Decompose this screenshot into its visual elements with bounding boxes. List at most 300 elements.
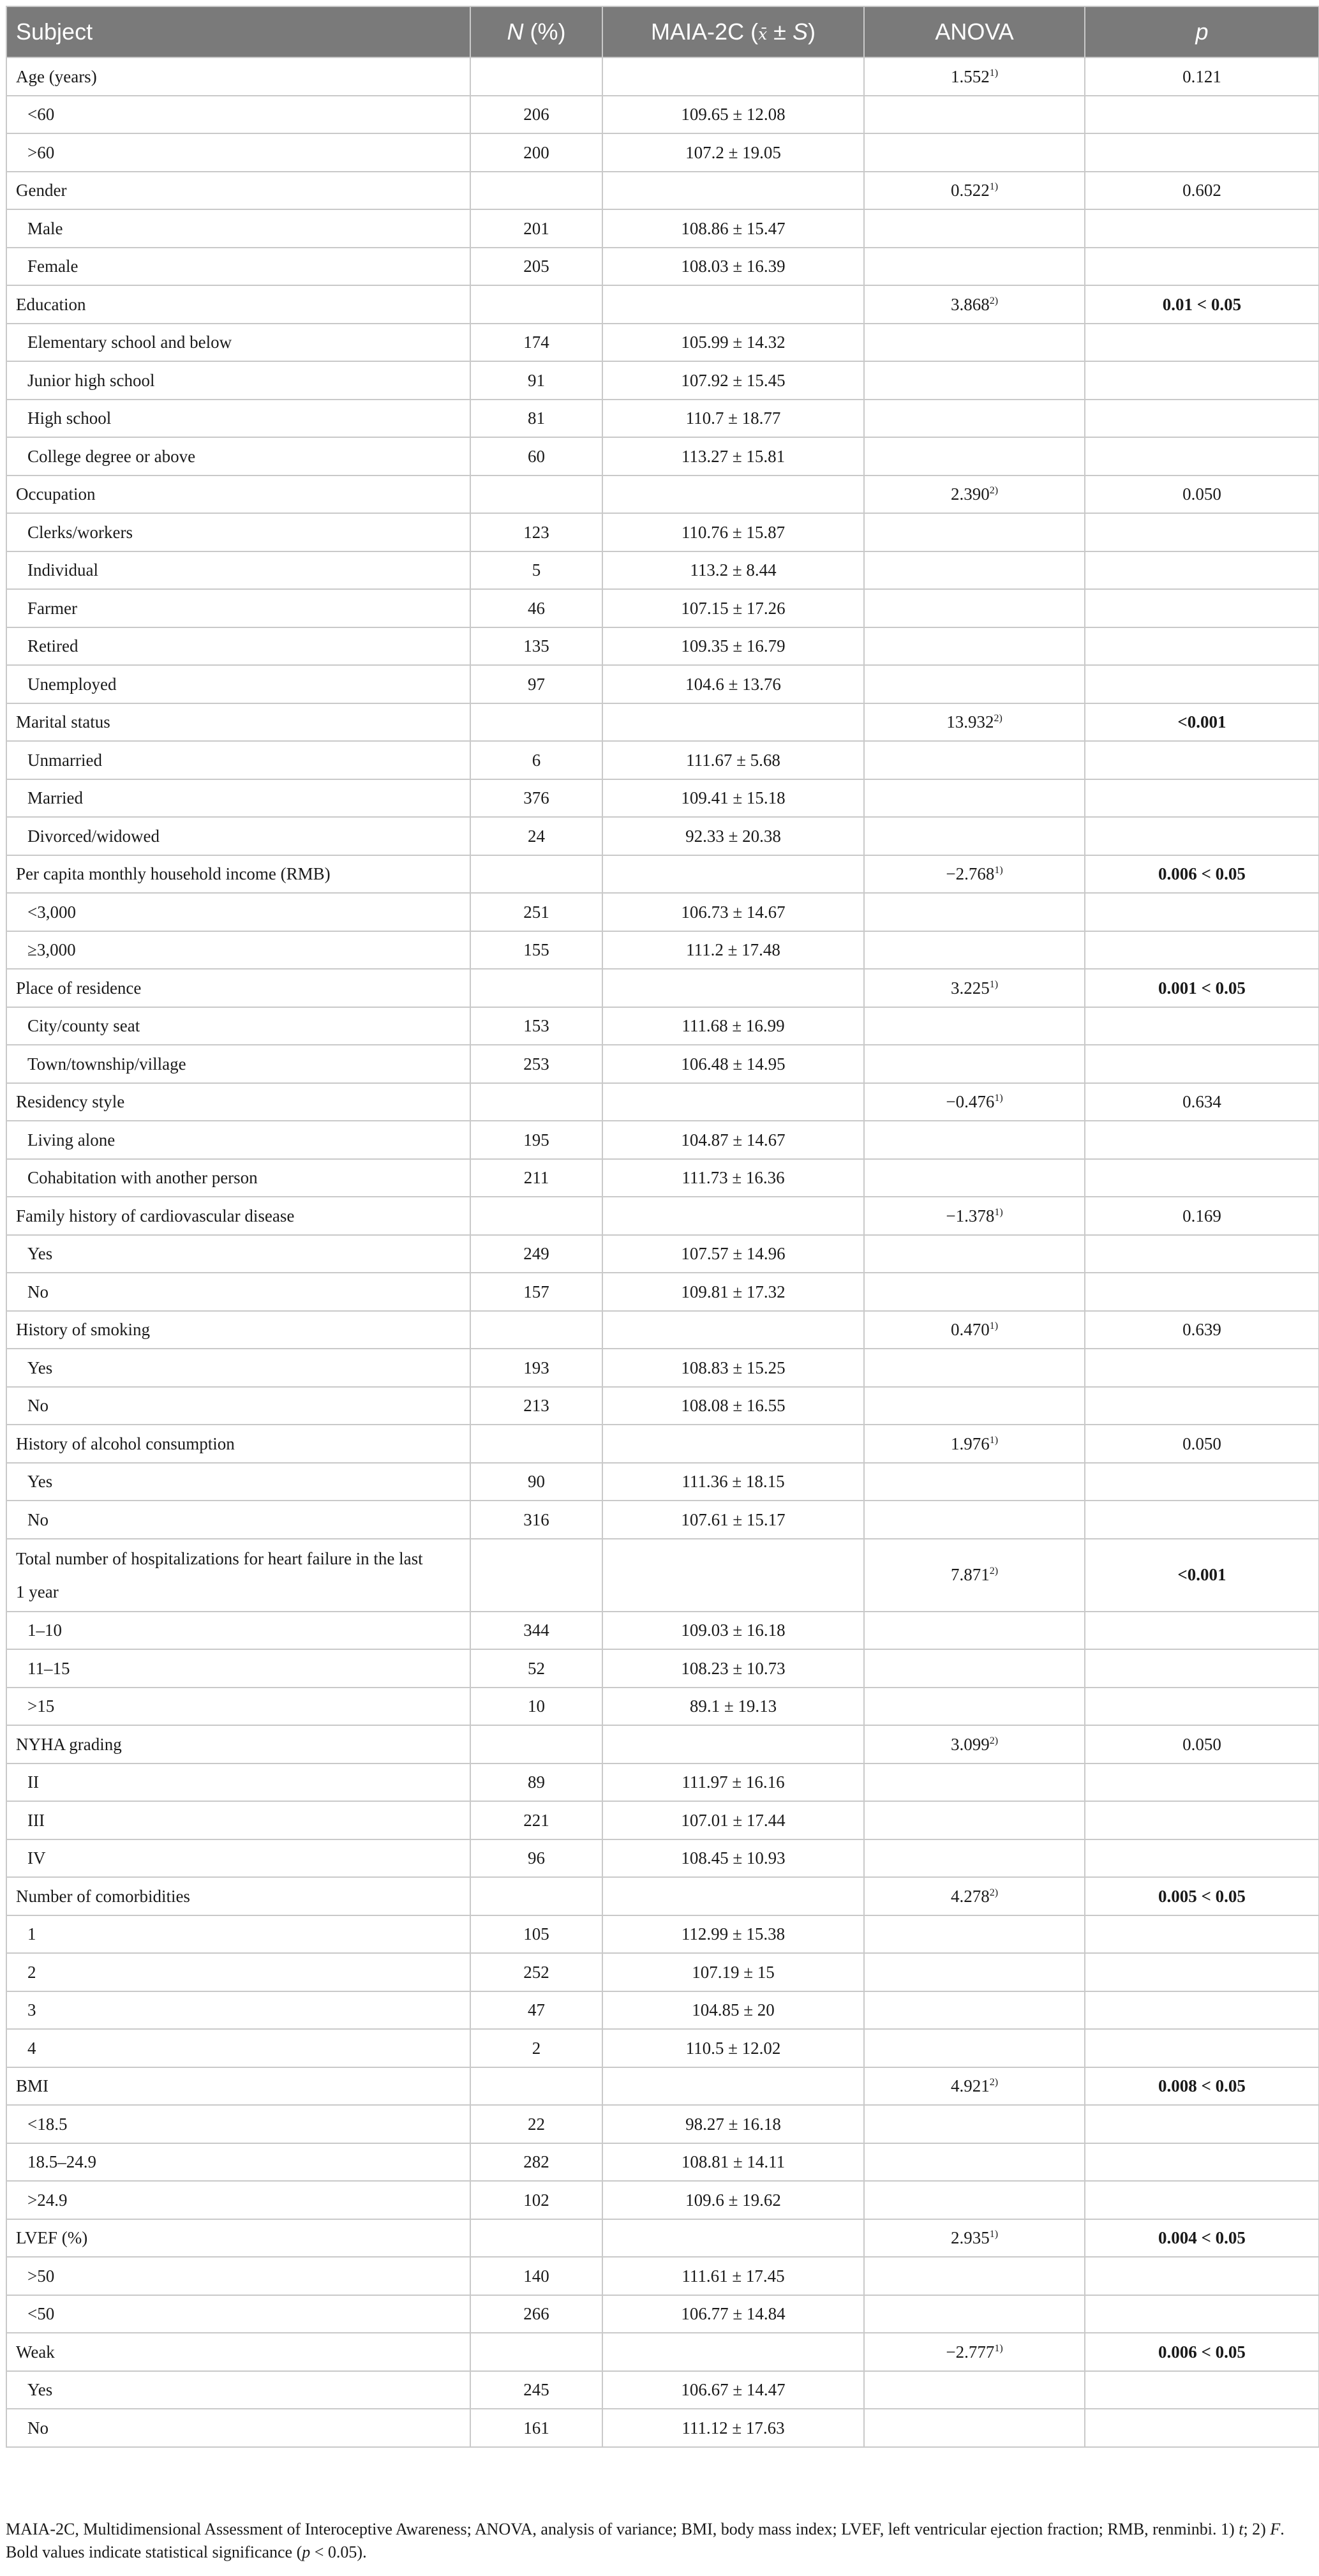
cell-n: 174 — [470, 324, 602, 362]
cell-subject: Unemployed — [6, 665, 470, 703]
cell-anova — [864, 1197, 1085, 1235]
cell-anova — [864, 589, 1085, 627]
table-row-group — [6, 172, 1319, 210]
cell-p-value: 0.639 — [1085, 1311, 1319, 1349]
cell-subject-group: Per capita monthly household income (RMB) — [6, 855, 470, 894]
cell-anova — [864, 1764, 1085, 1802]
cell-n: 251 — [470, 893, 602, 931]
cell-p-value — [1085, 589, 1319, 627]
cell-maia-score: 108.83 ± 15.25 — [602, 1349, 864, 1387]
cell-subject-group: Age (years) — [6, 57, 470, 96]
cell-anova — [864, 1311, 1085, 1349]
cell-anova — [864, 1501, 1085, 1539]
cell-subject: Married — [6, 779, 470, 818]
cell-n: 266 — [470, 2295, 602, 2333]
cell-n: 249 — [470, 1235, 602, 1273]
cell-n: 102 — [470, 2181, 602, 2219]
cell-maia-score: 111.73 ± 16.36 — [602, 1159, 864, 1197]
footnote-significance-threshold: < 0.05). — [310, 2543, 367, 2561]
anova-value: 4.921 — [950, 2076, 990, 2096]
table-row — [6, 1349, 1319, 1387]
table-row-group — [6, 57, 1319, 96]
table-row — [6, 589, 1319, 627]
cell-subject-group: Place of residence — [6, 969, 470, 1007]
table-row — [6, 2371, 1319, 2409]
cell-p-value — [1085, 2143, 1319, 2182]
cell-p-value: 0.004 < 0.05 — [1085, 2219, 1319, 2258]
cell-n — [470, 1425, 602, 1463]
table-row-group — [6, 2219, 1319, 2258]
anova-value: 0.470 — [950, 1320, 990, 1340]
table-row — [6, 1501, 1319, 1539]
cell-anova — [864, 133, 1085, 172]
cell-subject-group: Number of comorbidities — [6, 1877, 470, 1915]
cell-subject-group: LVEF (%) — [6, 2219, 470, 2258]
cell-anova — [864, 1612, 1085, 1650]
cell-p-value — [1085, 1915, 1319, 1954]
cell-anova — [864, 2333, 1085, 2371]
cell-anova — [864, 969, 1085, 1007]
cell-p-value: 0.602 — [1085, 172, 1319, 210]
cell-subject-line-2: 1 year — [16, 1582, 59, 1601]
cell-p-value — [1085, 2105, 1319, 2143]
cell-maia-score: 111.67 ± 5.68 — [602, 741, 864, 779]
cell-maia-score: 89.1 ± 19.13 — [602, 1688, 864, 1726]
table-row — [6, 1159, 1319, 1197]
cell-p-value — [1085, 400, 1319, 438]
cell-anova — [864, 476, 1085, 514]
table-row — [6, 437, 1319, 476]
table-row-group — [6, 855, 1319, 894]
anova-test-footnote-ref: 2) — [989, 1887, 999, 1898]
cell-maia-score: 107.01 ± 17.44 — [602, 1801, 864, 1839]
cell-maia-score: 111.36 ± 18.15 — [602, 1463, 864, 1501]
cell-anova — [864, 1121, 1085, 1159]
cell-p-value: 0.01 < 0.05 — [1085, 285, 1319, 324]
cell-maia-score: 106.73 ± 14.67 — [602, 893, 864, 931]
cell-subject: II — [6, 1764, 470, 1802]
table-row — [6, 1387, 1319, 1425]
header-maia-sd-symbol: S — [792, 19, 808, 45]
cell-n: 10 — [470, 1688, 602, 1726]
table-row — [6, 513, 1319, 551]
cell-anova — [864, 551, 1085, 590]
cell-maia-score — [602, 703, 864, 742]
cell-n: 153 — [470, 1007, 602, 1045]
cell-anova — [864, 703, 1085, 742]
cell-n — [470, 2333, 602, 2371]
cell-subject: 1 — [6, 1915, 470, 1954]
cell-p-value: 0.006 < 0.05 — [1085, 2333, 1319, 2371]
cell-n: 205 — [470, 248, 602, 286]
table-row — [6, 2105, 1319, 2143]
cell-subject: No — [6, 1273, 470, 1311]
anova-value: 2.935 — [950, 2228, 990, 2248]
cell-subject: Female — [6, 248, 470, 286]
table-row — [6, 2257, 1319, 2295]
cell-subject: No — [6, 2409, 470, 2447]
cell-p-value — [1085, 551, 1319, 590]
cell-n — [470, 476, 602, 514]
cell-maia-score: 113.2 ± 8.44 — [602, 551, 864, 590]
cell-p-value — [1085, 1007, 1319, 1045]
cell-anova — [864, 779, 1085, 818]
cell-maia-score: 109.65 ± 12.08 — [602, 96, 864, 134]
cell-p-value — [1085, 779, 1319, 818]
table-row — [6, 893, 1319, 931]
cell-p-value — [1085, 437, 1319, 476]
cell-maia-score: 107.19 ± 15 — [602, 1953, 864, 1991]
cell-maia-score: 92.33 ± 20.38 — [602, 817, 864, 855]
table-row — [6, 1045, 1319, 1083]
cell-subject: >50 — [6, 2257, 470, 2295]
table-row — [6, 1953, 1319, 1991]
cell-n — [470, 1725, 602, 1764]
cell-n — [470, 969, 602, 1007]
cell-p-value — [1085, 324, 1319, 362]
cell-anova — [864, 665, 1085, 703]
cell-maia-score — [602, 2219, 864, 2258]
cell-maia-score: 104.87 ± 14.67 — [602, 1121, 864, 1159]
cell-n: 155 — [470, 931, 602, 970]
anova-value: −2.777 — [946, 2342, 995, 2362]
cell-maia-score — [602, 57, 864, 96]
cell-maia-score: 107.61 ± 15.17 — [602, 1501, 864, 1539]
cell-n: 90 — [470, 1463, 602, 1501]
cell-n: 213 — [470, 1387, 602, 1425]
cell-subject-group: Marital status — [6, 703, 470, 742]
cell-p-value: 0.121 — [1085, 57, 1319, 96]
cell-n: 22 — [470, 2105, 602, 2143]
anova-value: 2.390 — [950, 484, 990, 504]
cell-anova — [864, 2371, 1085, 2409]
cell-anova — [864, 2219, 1085, 2258]
cell-n: 206 — [470, 96, 602, 134]
cell-p-value — [1085, 1801, 1319, 1839]
results-table-container — [6, 6, 1318, 2448]
cell-subject: City/county seat — [6, 1007, 470, 1045]
table-row — [6, 2143, 1319, 2182]
cell-n — [470, 2219, 602, 2258]
cell-subject: Retired — [6, 627, 470, 666]
table-row-group — [6, 1083, 1319, 1121]
cell-maia-score: 113.27 ± 15.81 — [602, 437, 864, 476]
cell-subject: Individual — [6, 551, 470, 590]
anova-value: 3.099 — [950, 1734, 990, 1754]
cell-subject: <60 — [6, 96, 470, 134]
table-row — [6, 2409, 1319, 2447]
header-maia — [602, 6, 864, 57]
cell-anova — [864, 1159, 1085, 1197]
cell-maia-score: 104.85 ± 20 — [602, 1991, 864, 2030]
cell-anova — [864, 1725, 1085, 1764]
cell-subject: 1–10 — [6, 1612, 470, 1650]
cell-subject-group: History of smoking — [6, 1311, 470, 1349]
cell-anova — [864, 209, 1085, 248]
cell-maia-score: 107.2 ± 19.05 — [602, 133, 864, 172]
cell-p-value — [1085, 627, 1319, 666]
anova-value: 0.522 — [950, 181, 990, 200]
cell-n: 376 — [470, 779, 602, 818]
cell-n — [470, 855, 602, 894]
table-row-group — [6, 1197, 1319, 1235]
cell-anova — [864, 285, 1085, 324]
cell-n: 161 — [470, 2409, 602, 2447]
cell-maia-score — [602, 285, 864, 324]
cell-n — [470, 1311, 602, 1349]
cell-anova — [864, 1801, 1085, 1839]
cell-n — [470, 172, 602, 210]
cell-anova — [864, 172, 1085, 210]
header-anova: ANOVA — [864, 6, 1085, 57]
table-row — [6, 400, 1319, 438]
cell-anova — [864, 2105, 1085, 2143]
cell-n: 96 — [470, 1839, 602, 1878]
cell-maia-score: 109.03 ± 16.18 — [602, 1612, 864, 1650]
anova-test-footnote-ref: 2) — [989, 1735, 999, 1746]
footnote-f-symbol: F — [1270, 2520, 1281, 2538]
cell-n — [470, 57, 602, 96]
cell-maia-score: 111.68 ± 16.99 — [602, 1007, 864, 1045]
table-row — [6, 96, 1319, 134]
cell-subject-group: Residency style — [6, 1083, 470, 1121]
cell-n: 211 — [470, 1159, 602, 1197]
cell-subject-group: NYHA grading — [6, 1725, 470, 1764]
cell-maia-score: 105.99 ± 14.32 — [602, 324, 864, 362]
anova-test-footnote-ref: 2) — [989, 485, 999, 497]
cell-n: 221 — [470, 1801, 602, 1839]
table-row — [6, 1273, 1319, 1311]
cell-n: 140 — [470, 2257, 602, 2295]
cell-subject-line-1: Total number of hospitalizations for heart failure in the last — [16, 1548, 423, 1568]
cell-anova — [864, 1007, 1085, 1045]
table-row — [6, 1463, 1319, 1501]
cell-n: 193 — [470, 1349, 602, 1387]
cell-subject: Divorced/widowed — [6, 817, 470, 855]
header-n-suffix: (%) — [523, 19, 566, 45]
cell-anova — [864, 741, 1085, 779]
cell-maia-score: 104.6 ± 13.76 — [602, 665, 864, 703]
table-row — [6, 817, 1319, 855]
anova-value: −0.476 — [946, 1092, 995, 1112]
anova-value: 1.552 — [950, 66, 990, 86]
table-row-group — [6, 1539, 1319, 1612]
table-row — [6, 361, 1319, 400]
cell-anova — [864, 1425, 1085, 1463]
cell-anova — [864, 57, 1085, 96]
cell-subject: Junior high school — [6, 361, 470, 400]
cell-subject-group: Education — [6, 285, 470, 324]
cell-subject: No — [6, 1387, 470, 1425]
footnote-abbreviations — [6, 2518, 1314, 2541]
cell-maia-score: 109.41 ± 15.18 — [602, 779, 864, 818]
anova-test-footnote-ref: 1) — [994, 1206, 1003, 1218]
cell-n: 123 — [470, 513, 602, 551]
table-row — [6, 133, 1319, 172]
cell-n — [470, 1197, 602, 1235]
cell-maia-score: 98.27 ± 16.18 — [602, 2105, 864, 2143]
table-row — [6, 1235, 1319, 1273]
cell-maia-score — [602, 1083, 864, 1121]
cell-maia-score: 111.97 ± 16.16 — [602, 1764, 864, 1802]
cell-maia-score — [602, 969, 864, 1007]
cell-subject: 2 — [6, 1953, 470, 1991]
cell-anova — [864, 855, 1085, 894]
cell-subject: 3 — [6, 1991, 470, 2030]
header-maia-mean-symbol: x̄ — [758, 25, 768, 43]
cell-n — [470, 2067, 602, 2106]
cell-p-value — [1085, 665, 1319, 703]
anova-test-footnote-ref: 1) — [989, 1321, 999, 1332]
cell-subject: Clerks/workers — [6, 513, 470, 551]
cell-p-value — [1085, 1121, 1319, 1159]
anova-test-footnote-ref: 1) — [989, 978, 999, 990]
cell-n: 2 — [470, 2029, 602, 2067]
cell-p-value: 0.050 — [1085, 1725, 1319, 1764]
cell-anova — [864, 627, 1085, 666]
cell-p-value: 0.005 < 0.05 — [1085, 1877, 1319, 1915]
cell-maia-score — [602, 172, 864, 210]
cell-p-value — [1085, 2371, 1319, 2409]
cell-p-value — [1085, 1387, 1319, 1425]
cell-anova — [864, 2295, 1085, 2333]
cell-p-value — [1085, 2181, 1319, 2219]
cell-p-value — [1085, 1764, 1319, 1802]
cell-subject: Living alone — [6, 1121, 470, 1159]
table-footnote — [6, 2518, 1314, 2564]
cell-subject: High school — [6, 400, 470, 438]
cell-anova — [864, 893, 1085, 931]
cell-anova — [864, 1649, 1085, 1688]
table-row — [6, 1991, 1319, 2030]
cell-subject: Cohabitation with another person — [6, 1159, 470, 1197]
cell-anova — [864, 1387, 1085, 1425]
cell-anova — [864, 2067, 1085, 2106]
cell-n — [470, 1083, 602, 1121]
cell-maia-score — [602, 1425, 864, 1463]
cell-maia-score: 107.57 ± 14.96 — [602, 1235, 864, 1273]
anova-value: 1.976 — [950, 1434, 990, 1453]
anova-value: −1.378 — [946, 1206, 995, 1225]
cell-maia-score — [602, 1725, 864, 1764]
cell-n: 135 — [470, 627, 602, 666]
cell-n — [470, 1877, 602, 1915]
cell-subject: III — [6, 1801, 470, 1839]
cell-n: 105 — [470, 1915, 602, 1954]
table-row — [6, 551, 1319, 590]
cell-n: 97 — [470, 665, 602, 703]
table-row-group — [6, 285, 1319, 324]
footnote-p-symbol: p — [302, 2543, 311, 2561]
table-row-group — [6, 1877, 1319, 1915]
table-row — [6, 665, 1319, 703]
cell-p-value — [1085, 1273, 1319, 1311]
cell-p-value — [1085, 1649, 1319, 1688]
anova-test-footnote-ref: 1) — [989, 67, 999, 79]
table-row — [6, 2181, 1319, 2219]
table-row — [6, 1839, 1319, 1878]
cell-p-value — [1085, 1953, 1319, 1991]
cell-maia-score: 106.48 ± 14.95 — [602, 1045, 864, 1083]
cell-maia-score: 108.45 ± 10.93 — [602, 1839, 864, 1878]
table-row — [6, 1764, 1319, 1802]
table-row — [6, 1007, 1319, 1045]
cell-subject: ≥3,000 — [6, 931, 470, 970]
cell-anova — [864, 2257, 1085, 2295]
cell-n: 5 — [470, 551, 602, 590]
cell-maia-score — [602, 2067, 864, 2106]
cell-anova — [864, 1953, 1085, 1991]
cell-subject: >60 — [6, 133, 470, 172]
cell-p-value — [1085, 817, 1319, 855]
anova-test-footnote-ref: 1) — [989, 2229, 999, 2240]
cell-maia-score: 109.81 ± 17.32 — [602, 1273, 864, 1311]
cell-maia-score: 106.77 ± 14.84 — [602, 2295, 864, 2333]
footnote-significance — [6, 2541, 1314, 2564]
cell-n: 252 — [470, 1953, 602, 1991]
cell-anova — [864, 1688, 1085, 1726]
cell-p-value — [1085, 1235, 1319, 1273]
cell-p-value — [1085, 1045, 1319, 1083]
table-row — [6, 1649, 1319, 1688]
cell-anova — [864, 1235, 1085, 1273]
cell-subject: Male — [6, 209, 470, 248]
cell-p-value — [1085, 96, 1319, 134]
anova-test-footnote-ref: 2) — [994, 713, 1002, 724]
anova-value: 7.871 — [950, 1565, 990, 1585]
table-row — [6, 1801, 1319, 1839]
anova-value: 4.278 — [950, 1886, 990, 1906]
cell-maia-score: 108.81 ± 14.11 — [602, 2143, 864, 2182]
cell-p-value — [1085, 2029, 1319, 2067]
anova-value: 13.932 — [946, 712, 994, 732]
table-row — [6, 1612, 1319, 1650]
anova-test-footnote-ref: 1) — [994, 1093, 1003, 1104]
table-row-group — [6, 1725, 1319, 1764]
cell-subject: <50 — [6, 2295, 470, 2333]
cell-p-value — [1085, 1501, 1319, 1539]
cell-subject: Yes — [6, 2371, 470, 2409]
header-n-percent — [470, 6, 602, 57]
cell-p-value: 0.050 — [1085, 1425, 1319, 1463]
cell-subject: <3,000 — [6, 893, 470, 931]
table-header — [6, 6, 1319, 57]
cell-p-value — [1085, 931, 1319, 970]
cell-subject-group: Family history of cardiovascular disease — [6, 1197, 470, 1235]
cell-maia-score — [602, 2333, 864, 2371]
cell-p-value — [1085, 893, 1319, 931]
cell-subject: Yes — [6, 1463, 470, 1501]
cell-anova — [864, 2181, 1085, 2219]
footnote-significance-text: Bold values indicate statistical significance ( — [6, 2543, 302, 2561]
table-row — [6, 779, 1319, 818]
table-row — [6, 1688, 1319, 1726]
cell-subject-group — [6, 1539, 470, 1612]
footnote-abbreviations-text: MAIA-2C, Multidimensional Assessment of Interoceptive Awareness; ANOVA, analysis of variance; BMI, body mass index; LVEF, left ventricular ejection fraction; RMB, renminbi. 1) — [6, 2520, 1239, 2538]
cell-maia-score: 110.76 ± 15.87 — [602, 513, 864, 551]
cell-maia-score — [602, 1877, 864, 1915]
cell-p-value — [1085, 133, 1319, 172]
cell-subject-group: Weak — [6, 2333, 470, 2371]
cell-n — [470, 703, 602, 742]
cell-anova — [864, 2409, 1085, 2447]
cell-subject: No — [6, 1501, 470, 1539]
anova-test-footnote-ref: 1) — [989, 181, 999, 193]
footnote-t-symbol: t — [1239, 2520, 1244, 2538]
cell-subject: Town/township/village — [6, 1045, 470, 1083]
cell-maia-score: 106.67 ± 14.47 — [602, 2371, 864, 2409]
table-row — [6, 741, 1319, 779]
